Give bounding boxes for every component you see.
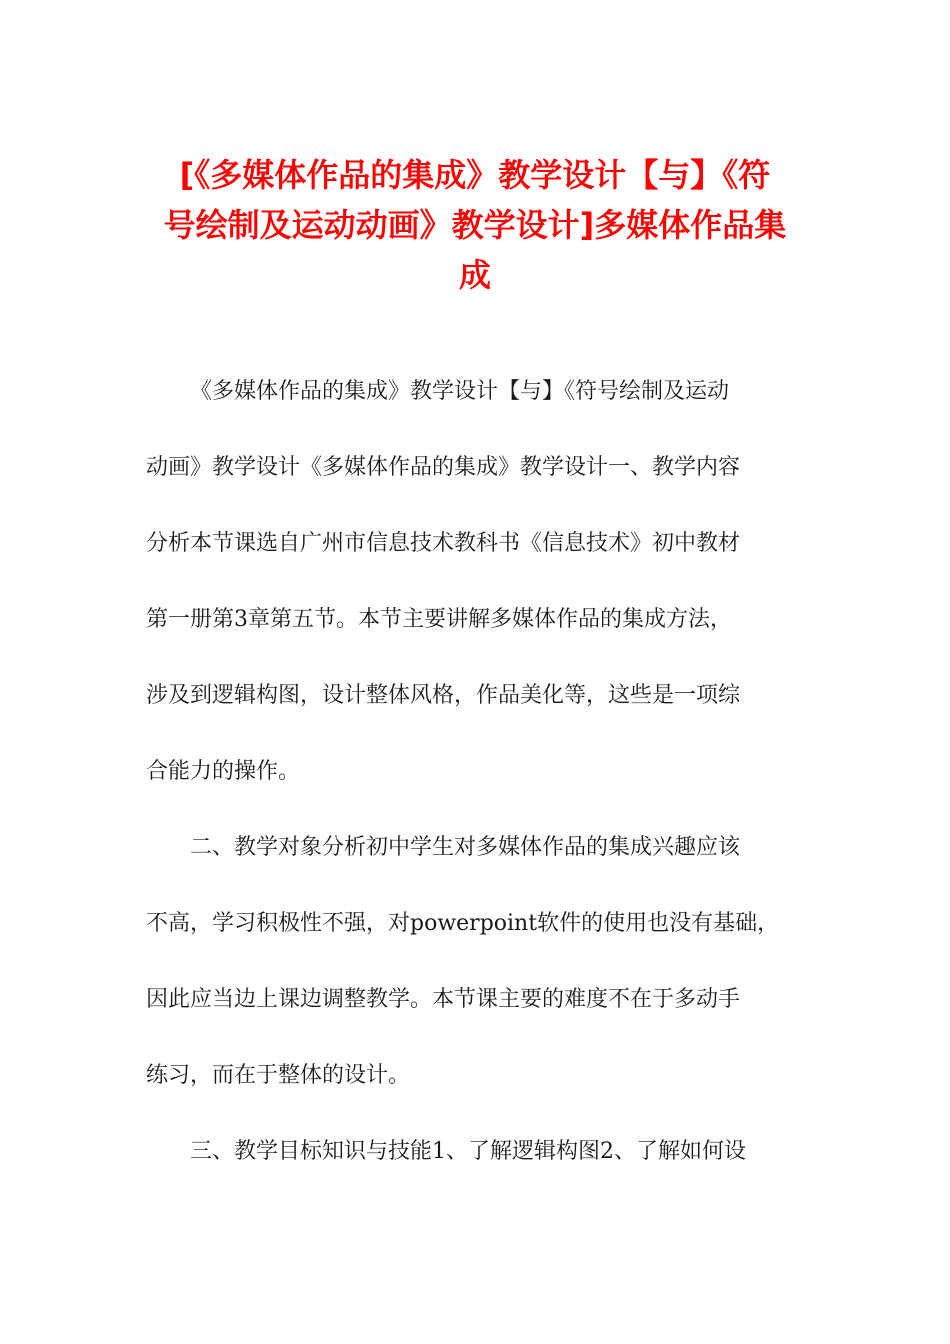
title-line: 成: [458, 256, 491, 294]
title-line: [《多媒体作品的集成》教学设计【与】《符: [179, 156, 771, 194]
text-line: 因此应当边上课边调整教学。本节课主要的难度不在于多动手: [146, 987, 741, 1012]
text-line: 三、教学目标知识与技能1、了解逻辑构图2、了解如何设: [190, 1139, 746, 1164]
text-line: 二、教学对象分析初中学生对多媒体作品的集成兴趣应该: [190, 835, 741, 860]
text-line: 不高，学习积极性不强，对powerpoint软件的使用也没有基础，: [146, 911, 780, 936]
paragraph-2: [146, 829, 808, 1095]
text-line: 练习，而在于整体的设计。: [146, 1063, 411, 1088]
title-line: 号绘制及运动动画》教学设计]多媒体作品集: [163, 206, 787, 244]
text-line: 《多媒体作品的集成》教学设计【与】《符号绘制及运动: [190, 379, 730, 404]
text-line: 第一册第3章第五节。本节主要讲解多媒体作品的集成方法，: [146, 607, 732, 632]
document-body: [146, 373, 808, 1209]
text-line: 合能力的操作。: [146, 759, 301, 784]
document-title: [140, 150, 810, 300]
paragraph-1: [146, 373, 808, 791]
text-line: 动画》教学设计《多媒体作品的集成》教学设计一、教学内容: [146, 455, 741, 480]
text-line: 分析本节课选自广州市信息技术教科书《信息技术》初中教材: [146, 531, 741, 556]
text-line: 涉及到逻辑构图，设计整体风格，作品美化等，这些是一项综: [146, 683, 741, 708]
paragraph-3: [146, 1133, 808, 1171]
